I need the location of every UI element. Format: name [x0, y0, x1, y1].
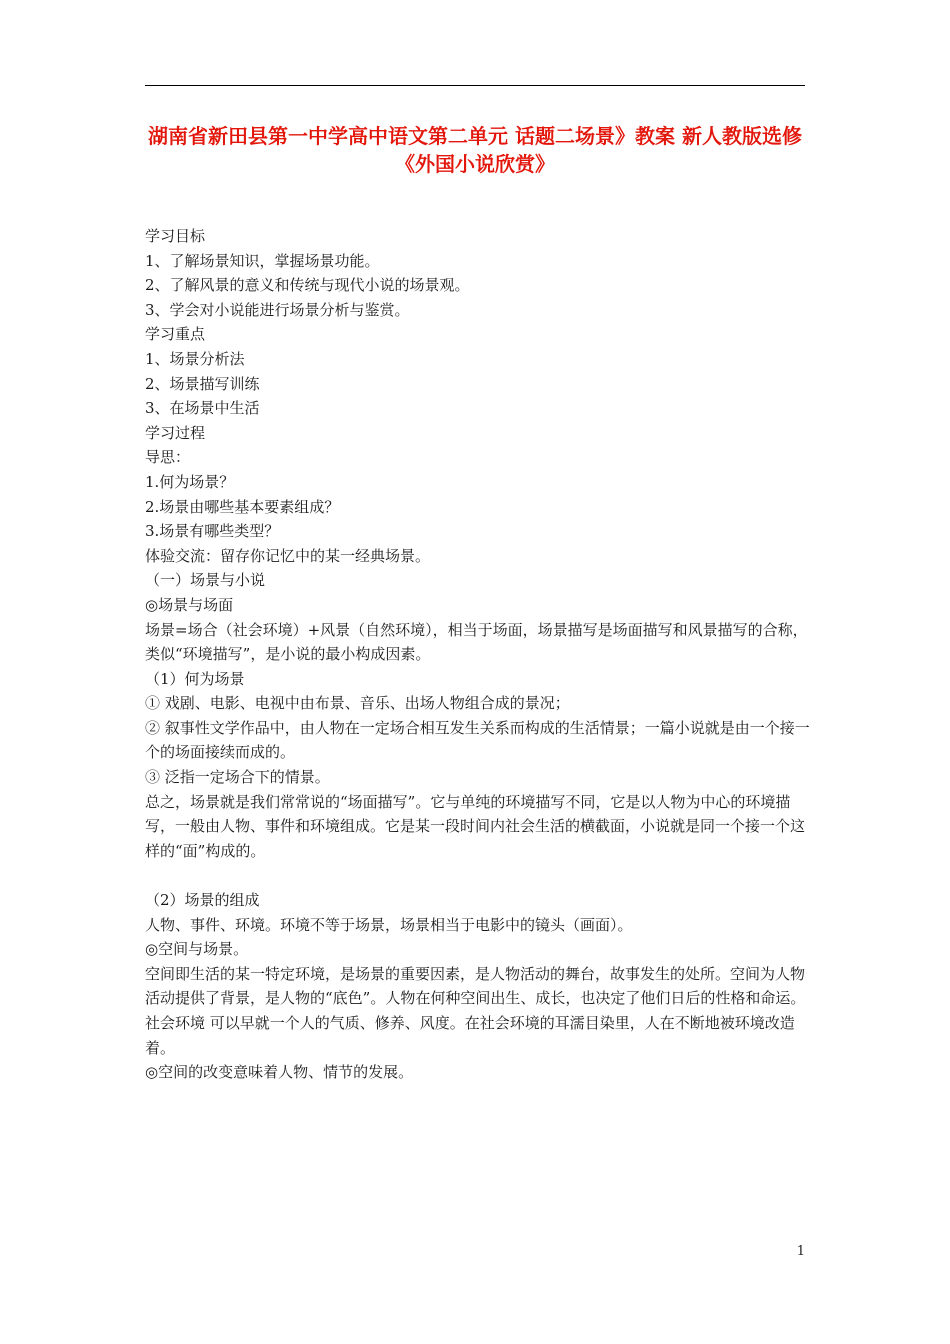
section-heading: （一）场景与小说	[145, 571, 266, 590]
subsection-heading: （2）场景的组成	[145, 891, 260, 910]
header-rule	[145, 85, 805, 86]
list-item: 1、场景分析法	[145, 349, 245, 368]
list-item: 2.场景由哪些基本要素组成？	[145, 497, 340, 516]
subsection-heading: （1）何为场景	[145, 669, 245, 688]
list-item: ③ 泛指一定场合下的情景。	[145, 768, 330, 787]
paragraph: 导思：	[145, 448, 191, 467]
document-title: 湖南省新田县第一中学高中语文第二单元 话题二场景》教案 新人教版选修《外国小说欣赏》	[148, 124, 802, 176]
list-item: ① 戏剧、电影、电视中由布景、音乐、出场人物组合成的景况；	[145, 694, 570, 713]
list-item: 2、了解风景的意义和传统与现代小说的场景观。	[145, 276, 470, 295]
list-item: 3、在场景中生活	[145, 399, 260, 418]
paragraph: 体验交流：留存你记忆中的某一经典场景。	[145, 546, 431, 565]
subsection-heading: ◎空间的改变意味着人物、情节的发展。	[145, 1063, 414, 1082]
list-item: ② 叙事性文学作品中，由人物在一定场合相互发生关系而构成的生活情景；一篇小说就是由一个接一个的场面接续而成的。	[145, 718, 810, 762]
list-item: 1、了解场景知识，掌握场景功能。	[145, 251, 380, 270]
blank-line	[145, 863, 810, 888]
paragraph: 空间即生活的某一特定环境，是场景的重要因素，是人物活动的舞台，故事发生的处所。空间为人物活动提供了背景，是人物的“底色”。人物在何种空间出生、成长，也决定了他们日后的性格和命运。社会环境 可以早就一个人的气质、修养、风度。在社会环境的耳濡目染里，人在不断地被环境改造着。	[145, 964, 806, 1057]
list-item: 1.何为场景？	[145, 472, 235, 491]
section-heading: 学习重点	[145, 325, 206, 344]
list-item: 2、场景描写训练	[145, 374, 260, 393]
paragraph: 人物、事件、环境。环境不等于场景，场景相当于电影中的镜头（画面）。	[145, 915, 633, 934]
section-heading: 学习过程	[145, 423, 206, 442]
paragraph: 总之，场景就是我们常常说的“场面描写”。它与单纯的环境描写不同，它是以人物为中心的环境描写，一般由人物、事件和环境组成。它是某一段时间内社会生活的横截面，小说就是同一个接一个这样的“面”构成的。	[145, 792, 806, 860]
document-body	[145, 224, 810, 1085]
subsection-heading: ◎空间与场景。	[145, 940, 249, 959]
page-number: 1	[796, 1244, 805, 1259]
list-item: 3.场景有哪些类型？	[145, 522, 280, 541]
paragraph: 场景=场合（社会环境）+风景（自然环境），相当于场面，场景描写是场面描写和风景描写的合称，类似“环境描写”，是小说的最小构成因素。	[145, 620, 808, 664]
section-heading: 学习目标	[145, 227, 206, 245]
list-item: 3、学会对小说能进行场景分析与鉴赏。	[145, 300, 410, 319]
subsection-heading: ◎场景与场面	[145, 595, 234, 614]
